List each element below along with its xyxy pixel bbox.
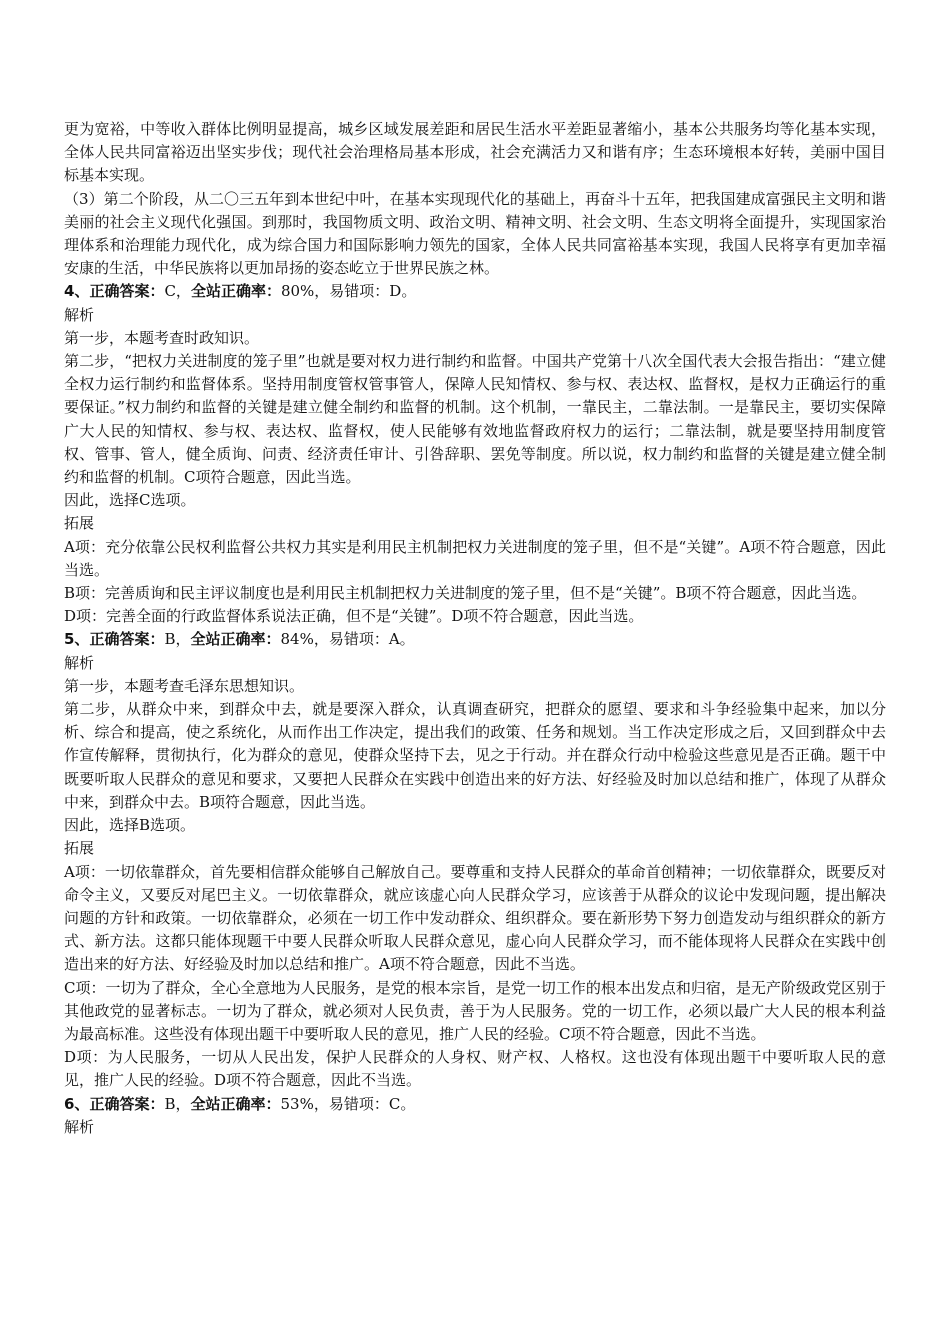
document-page — [64, 118, 886, 1139]
q4-expand-label: 拓展 — [64, 514, 95, 533]
q4-answer: C， — [164, 282, 191, 301]
q5-analysis-label: 解析 — [64, 653, 95, 672]
q4-conclusion: 因此，选择C选项。 — [64, 491, 196, 510]
q6-answer-line — [64, 1093, 886, 1116]
q5-rate-label: 全站正确率： — [190, 630, 281, 649]
q6-rate: 53%，易错项：C。 — [280, 1094, 416, 1113]
q5-expand-label: 拓展 — [64, 839, 95, 858]
q4-rate: 80%，易错项：D。 — [280, 282, 417, 301]
q5-number: 5、 — [64, 630, 90, 649]
q5-option-d: D项：为人民服务，一切从人民出发，保护人民群众的人身权、财产权、人格权。这也没有体现出题干中要听取人民的意见，推广人民的经验。D项不符合题意，因此不当选。 — [64, 1048, 886, 1090]
q5-answer-line — [64, 628, 886, 651]
q4-step2: 第二步，“把权力关进制度的笼子里”也就是要对权力进行制约和监督。中国共产党第十八次全国代表大会报告指出：“建立健全权力运行制约和监督体系。坚持用制度管权管事管人，保障人民知情权、参与权、表达权、监督权，是权力正确运行的重要保证。”权力制约和监督的关键是建立健全制约和监督的机制。这个机制，一靠民主，二靠法制。一是靠民主，要切实保障广大人民的知情权、参与权、表达权、监督权，使人民能够有效地监督政府权力的运行；二靠法制，就是要坚持用制度管权、管事、管人，健全质询、问责、经济责任审计、引咎辞职、罢免等制度。所以说，权力制约和监督的关键是建立健全制约和监督的机制。C项符合题意，因此当选。 — [64, 352, 886, 487]
q4-option-b: B项：完善质询和民主评议制度也是利用民主机制把权力关进制度的笼子里，但不是“关键”。B项不符合题意，因此当选。 — [64, 584, 867, 603]
q5-answer-label: 正确答案： — [89, 630, 165, 649]
q6-number: 6、 — [64, 1094, 90, 1113]
q4-option-d: D项：完善全面的行政监督体系说法正确，但不是“关键”。D项不符合题意，因此当选。 — [64, 607, 644, 626]
q4-analysis-label: 解析 — [64, 305, 95, 324]
q5-option-a: A项：一切依靠群众，首先要相信群众能够自己解放自己。要尊重和支持人民群众的革命首创精神；一切依靠群众，既要反对命令主义，又要反对尾巴主义。一切依靠群众，就应该虚心向人民群众学习，应该善于从群众的议论中发现问题，提出解决问题的方针和政策。一切依靠群众，必须在一切工作中发动群众、组织群众。要在新形势下努力创造发动与组织群众的新方式、新方法。这都只能体现题干中要人民群众听取人民群众意见，虚心向人民群众学习，而不能体现将人民群众在实践中创造出来的好方法、好经验及时加以总结和推广。A项不符合题意，因此不当选。 — [64, 862, 886, 974]
q5-option-c: C项：一切为了群众，全心全意地为人民服务，是党的根本宗旨，是党一切工作的根本出发点和归宿，是无产阶级政党区别于其他政党的显著标志。一切为了群众，就必须对人民负责，善于为人民服务。党的一切工作，必须以最广大人民的根本利益为最高标准。这些没有体现出题干中要听取人民的意见，推广人民的经验。C项不符合题意，因此不当选。 — [64, 978, 886, 1043]
q4-answer-label: 正确答案： — [89, 282, 165, 301]
q5-conclusion: 因此，选择B选项。 — [64, 816, 196, 835]
q5-rate: 84%，易错项：A。 — [280, 630, 415, 649]
intro-paragraph: 更为宽裕，中等收入群体比例明显提高，城乡区域发展差距和居民生活水平差距显著缩小，基本公共服务均等化基本实现，全体人民共同富裕迈出坚实步伐；现代社会治理格局基本形成，社会充满活力又和谐有序；生态环境根本好转，美丽中国目标基本实现。 — [64, 120, 886, 185]
q4-option-a: A项：充分依靠公民权利监督公共权力其实是利用民主机制把权力关进制度的笼子里，但不是“关键”。A项不符合题意，因此当选。 — [64, 537, 886, 579]
q4-number: 4、 — [64, 282, 90, 301]
q5-step2: 第二步，从群众中来，到群众中去，就是要深入群众，认真调查研究，把群众的愿望、要求和斗争经验集中起来，加以分析、综合和提高，使之系统化，从而作出工作决定，提出我们的政策、任务和规划。当工作决定形成之后，又回到群众中去作宣传解释，贯彻执行，化为群众的意见，使群众坚持下去，见之于行动。并在群众行动中检验这些意见是否正确。题干中既要听取人民群众的意见和要求，又要把人民群众在实践中创造出来的好方法、好经验及时加以总结和推广，体现了从群众中来，到群众中去。B项符合题意，因此当选。 — [64, 700, 886, 811]
q6-rate-label: 全站正确率： — [190, 1094, 281, 1113]
q6-analysis-label: 解析 — [64, 1117, 95, 1136]
q5-step1: 第一步，本题考查毛泽东思想知识。 — [64, 676, 305, 695]
q6-answer: B， — [164, 1094, 191, 1113]
intro-stage-two: （3）第二个阶段，从二〇三五年到本世纪中叶，在基本实现现代化的基础上，再奋斗十五年，把我国建成富强民主文明和谐美丽的社会主义现代化强国。到那时，我国物质文明、政治文明、精神文明、社会文明、生态文明将全面提升，实现国家治理体系和治理能力现代化，成为综合国力和国际影响力领先的国家，全体人民共同富裕基本实现，我国人民将享有更加幸福安康的生活，中华民族将以更加昂扬的姿态屹立于世界民族之林。 — [64, 189, 886, 278]
q5-answer: B， — [164, 630, 191, 649]
q6-answer-label: 正确答案： — [89, 1094, 165, 1113]
q4-rate-label: 全站正确率： — [190, 282, 281, 301]
q4-step1: 第一步，本题考查时政知识。 — [64, 328, 260, 347]
q4-answer-line — [64, 280, 886, 303]
